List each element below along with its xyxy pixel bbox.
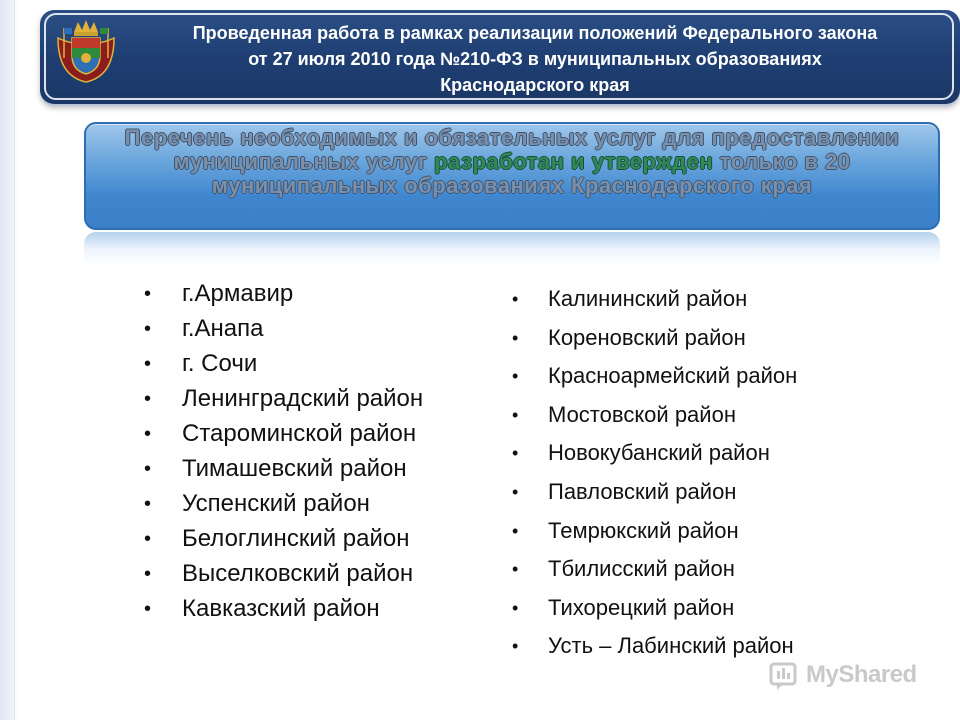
list-item: • г.Армавир xyxy=(144,280,484,308)
list-item: • Тбилисский район xyxy=(510,556,870,582)
municipality-list-right xyxy=(510,286,870,672)
list-item: • Мостовской район xyxy=(510,402,870,428)
watermark-text: MyShared xyxy=(806,661,917,688)
list-item: • Красноармейский район xyxy=(510,363,870,389)
list-item: • г. Сочи xyxy=(144,350,484,378)
list-item: • Выселковский район xyxy=(144,560,484,588)
list-item: • Тихорецкий район xyxy=(510,595,870,621)
ribbon-text-highlight: разработан и утвержден xyxy=(434,149,714,174)
myshared-watermark[interactable] xyxy=(768,656,938,694)
municipality-list-left xyxy=(144,280,484,630)
ribbon-text-part2: только в 20 муниципальных образованиях Краснодарского края xyxy=(211,149,851,198)
list-item: • Усть – Лабинский район xyxy=(510,633,870,659)
ribbon-text-part1: Перечень необходимых и обязательных услуг для предоставлении муниципальных услуг xyxy=(124,125,900,174)
list-item: • Староминской район xyxy=(144,420,484,448)
list-item: • Кореновский район xyxy=(510,325,870,351)
list-item: • Темрюкский район xyxy=(510,518,870,544)
list-item: • Белоглинский район xyxy=(144,525,484,553)
list-item: • Кавказский район xyxy=(144,595,484,623)
ribbon-text xyxy=(96,126,928,198)
list-item: • Калининский район xyxy=(510,286,870,312)
list-item: • Успенский район xyxy=(144,490,484,518)
coat-of-arms-icon xyxy=(54,18,118,84)
list-item: • Павловский район xyxy=(510,479,870,505)
ribbon-reflection xyxy=(84,232,940,266)
myshared-logo-icon xyxy=(768,658,802,692)
header-title: Проведенная работа в рамках реализации положений Федерального закона от 27 июля 2010 года №210-ФЗ в муниципальных образованиях Краснодарского края xyxy=(192,23,878,95)
list-item: • Ленинградский район xyxy=(144,385,484,413)
list-item: • г.Анапа xyxy=(144,315,484,343)
list-item: • Тимашевский район xyxy=(144,455,484,483)
list-item: • Новокубанский район xyxy=(510,440,870,466)
left-decorative-stripe xyxy=(0,0,18,720)
